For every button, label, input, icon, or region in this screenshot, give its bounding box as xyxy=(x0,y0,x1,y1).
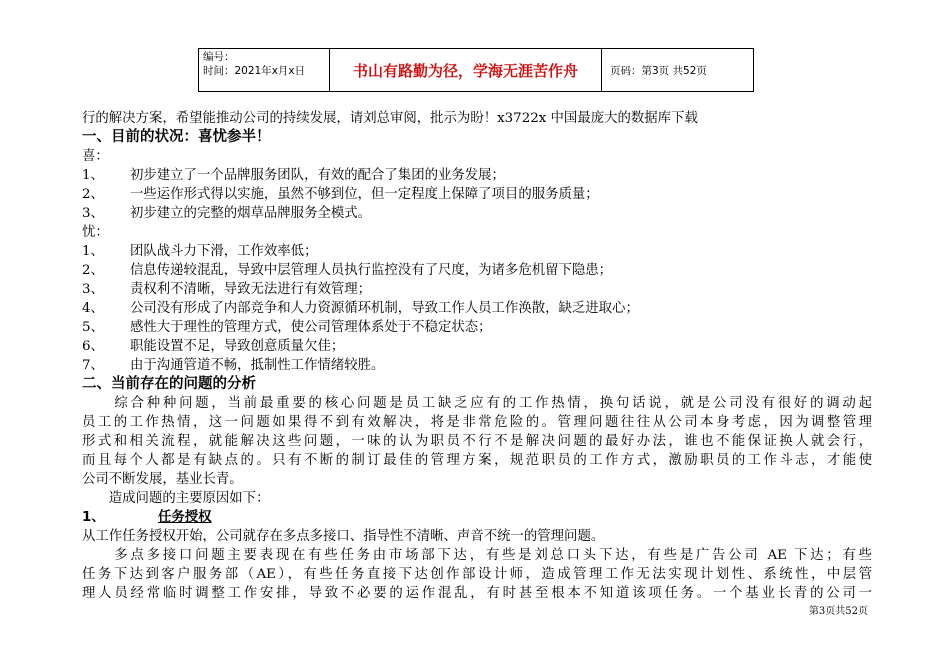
list-item-text: 责权利不清晰，导致无法进行有效管理； xyxy=(130,282,372,297)
list-item xyxy=(82,242,872,261)
list-item-number: 4、 xyxy=(82,301,104,316)
list-item-text: 团队战斗力下滑，工作效率低； xyxy=(130,244,318,259)
list-item xyxy=(82,204,872,223)
header-table xyxy=(198,48,754,92)
list-item xyxy=(82,318,872,337)
list-item xyxy=(82,356,872,375)
paragraph-line: 综合种种问题，当前最重要的核心问题是员工缺乏应有的工作热情，换句话说，就是公司没有很好的调动起 xyxy=(82,396,872,411)
paragraph-line: 形式和相关流程，就能解决这些问题，一味的认为职员不行不是解决问题的最好办法，谁也不能保证换人就会行， xyxy=(82,434,872,449)
paragraph-line: 理人员经常临时调整工作安排，导致不必要的运作混乱，有时甚至根本不知道该项任务。一个基业长青的公司一 xyxy=(82,586,872,601)
page-info-cell xyxy=(602,49,753,91)
list-item-text: 感性大于理性的管理方式，使公司管理体系处于不稳定状态； xyxy=(130,320,492,335)
list-item-number: 1、 xyxy=(82,168,104,183)
list-item-number: 2、 xyxy=(82,263,104,278)
time-label: 时间：2021年x月x日 xyxy=(203,65,306,77)
list-item xyxy=(82,299,872,318)
subsection-number: 1、 xyxy=(82,510,105,525)
list-item xyxy=(82,185,872,204)
paragraph-line: 多点多接口问题主要表现在有些任务由市场部下达，有些是刘总口头下达，有些是广告公司 AE 下达；有些 xyxy=(82,548,872,563)
intro-line: 行的解决方案，希望能推动公司的持续发展，请刘总审阅，批示为盼！x3722x 中国最庞大的数据库下载 xyxy=(82,111,698,126)
subsection-title: 任务授权 xyxy=(158,510,212,525)
list-item xyxy=(82,261,872,280)
list-item-number: 2、 xyxy=(82,187,104,202)
motto-cell xyxy=(330,49,602,91)
section1-title: 一、目前的状况：喜忧参半！ xyxy=(82,129,271,145)
worry-list xyxy=(82,242,872,375)
list-item-text: 一些运作形式得以实施，虽然不够到位，但一定程度上保障了项目的服务质量； xyxy=(130,187,599,202)
list-item-number: 3、 xyxy=(82,206,104,221)
list-item-number: 3、 xyxy=(82,282,104,297)
list-item-number: 7、 xyxy=(82,358,104,373)
number-label: 编号： xyxy=(203,51,235,63)
page-info-text: 页码：第3页 共52页 xyxy=(610,64,707,77)
paragraph-line: 公司不断发展，基业长青。 xyxy=(82,472,243,487)
section2-title: 二、当前存在的问题的分析 xyxy=(82,376,256,392)
list-item-number: 1、 xyxy=(82,244,104,259)
joy-list xyxy=(82,166,872,223)
paragraph-line: 而且每个人都是有缺点的。只有不断的制订最佳的管理方案，规范职员的工作方式，激励职员的工作斗志，才能使 xyxy=(82,453,872,468)
list-item-text: 由于沟通管道不畅，抵制性工作情绪较胜。 xyxy=(130,358,385,373)
subsection-heading xyxy=(82,508,872,527)
cause-intro: 造成问题的主要原因如下： xyxy=(82,491,270,506)
paragraph-line: 任务下达到客户服务部（AE），有些任务直接下达创作部设计师，造成管理工作无法实现计划性、系统性，中层管 xyxy=(82,567,872,582)
paragraph-line: 从工作任务授权开始，公司就存在多点多接口、指导性不清晰、声音不统一的管理问题。 xyxy=(82,529,605,544)
paragraph-line: 员工的工作热情，这一问题如果得不到有效解决，将是非常危险的。管理问题往往从公司本身考虑，因为调整管理 xyxy=(82,415,872,430)
header-meta-cell xyxy=(199,49,330,91)
worry-label: 忧： xyxy=(82,225,109,240)
document-body xyxy=(82,109,872,603)
list-item xyxy=(82,337,872,356)
joy-label: 喜： xyxy=(82,149,109,164)
list-item-text: 公司没有形成了内部竞争和人力资源循环机制，导致工作人员工作涣散，缺乏进取心； xyxy=(130,301,639,316)
list-item-text: 初步建立了一个品牌服务团队，有效的配合了集团的业务发展； xyxy=(130,168,505,183)
list-item-text: 初步建立的完整的烟草品牌服务全模式。 xyxy=(130,206,372,221)
list-item-number: 6、 xyxy=(82,339,104,354)
list-item xyxy=(82,166,872,185)
list-item xyxy=(82,280,872,299)
list-item-number: 5、 xyxy=(82,320,104,335)
motto-text: 书山有路勤为径，学海无涯苦作舟 xyxy=(352,61,578,80)
list-item-text: 职能设置不足，导致创意质量欠佳； xyxy=(130,339,345,354)
footer-page-number: 第3页共52页 xyxy=(808,606,868,617)
list-item-text: 信息传递较混乱，导致中层管理人员执行监控没有了尺度，为诸多危机留下隐患； xyxy=(130,263,613,278)
